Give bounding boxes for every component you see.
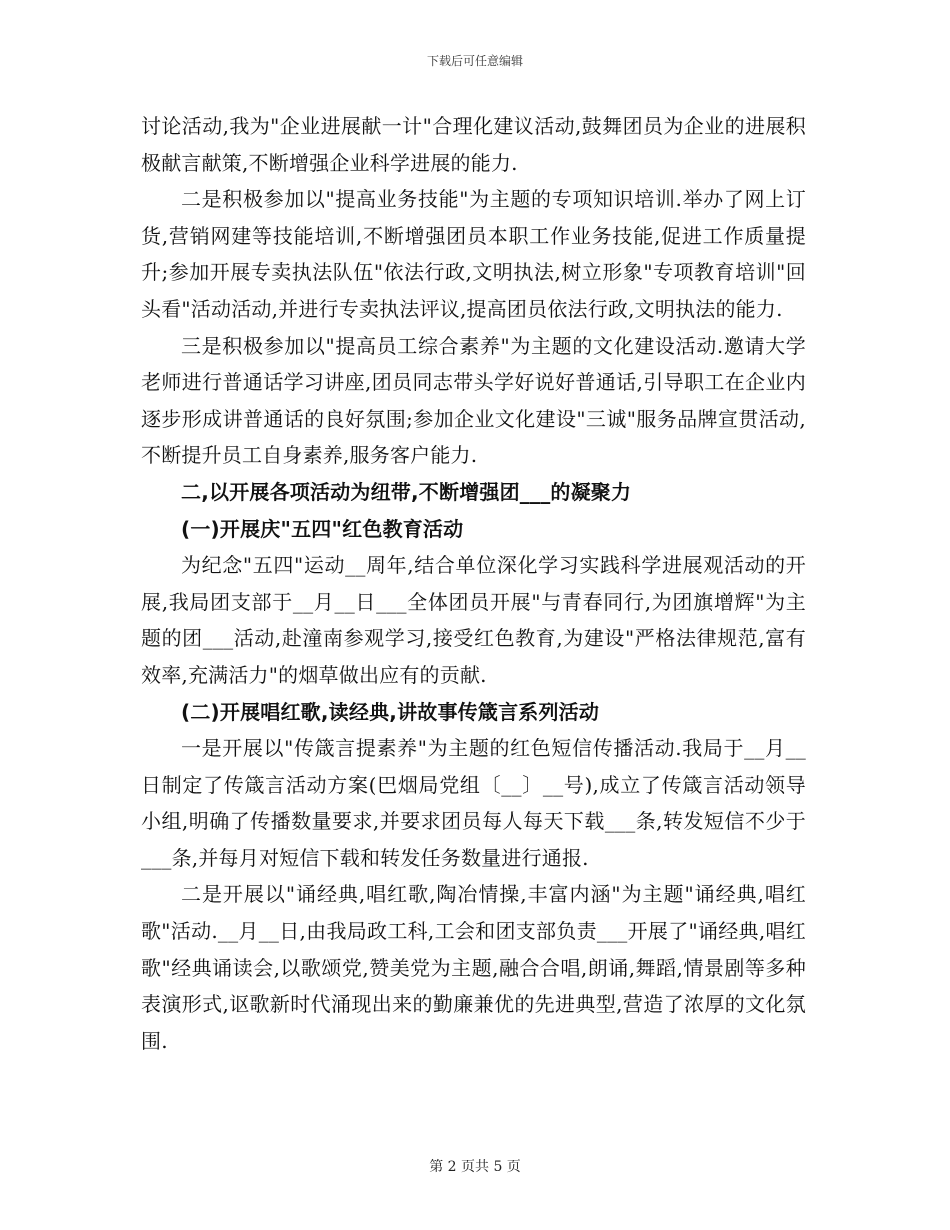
- paragraph-4: 为纪念"五四"运动__周年,结合单位深化学习实践科学进展观活动的开展,我局团支部于__月__日___全体团员开展"与青春同行,为团旗增辉"为主题的团___活动,赴潼南参观学习,接受红色教育,为建设"严格法律规范,富有效率,充满活力"的烟草做出应有的贡献.: [141, 553, 806, 687]
- paragraph-3: 三是积极参加以"提高员工综合素养"为主题的文化建设活动.邀请大学老师进行普通话学习讲座,团员同志带头学好说好普通话,引导职工在企业内逐步形成讲普通话的良好氛围;参加企业文化建设"三诚"服务品牌宣贯活动,不断提升员工自身素养,服务客户能力.: [141, 333, 806, 468]
- subsection-heading-2: (二)开展唱红歌,读经典,讲故事传箴言系列活动: [181, 699, 600, 724]
- page-header: 下载后可任意编辑: [426, 54, 523, 68]
- paragraph-6: 二是开展以"诵经典,唱红歌,陶冶情操,丰富内涵"为主题"诵经典,唱红歌"活动.__月__日,由我局政工科,工会和团支部负责___开展了"诵经典,唱红歌"经典诵读会,以歌颂党,赞美党为主题,融合合唱,朗诵,舞蹈,情景剧等多种表演形式,讴歌新时代涌现出来的勤廉兼优的先进典型,营造了浓厚的文化氛围.: [141, 882, 806, 1053]
- paragraph-2: 二是积极参加以"提高业务技能"为主题的专项知识培训.举办了网上订货,营销网建等技能培训,不断增强团员本职工作业务技能,促进工作质量提升;参加开展专卖执法队伍"依法行政,文明执法,树立形象"专项教育培训"回头看"活动活动,并进行专卖执法评议,提高团员依法行政,文明执法的能力.: [141, 187, 806, 321]
- subsection-heading-1: (一)开展庆"五四"红色教育活动: [181, 516, 464, 541]
- section-heading-2: 二,以开展各项活动为纽带,不断增强团___的凝聚力: [181, 479, 632, 504]
- paragraph-5: 一是开展以"传箴言提素养"为主题的红色短信传播活动.我局于__月__日制定了传箴言活动方案(巴烟局党组〔__〕__号),成立了传箴言活动领导小组,明确了传播数量要求,并要求团员每人每天下载___条,转发短信不少于___条,并每月对短信下载和转发任务数量进行通报.: [141, 736, 806, 870]
- document-body: [141, 108, 806, 1059]
- page-footer: 第 2 页共 5 页: [429, 1159, 521, 1175]
- paragraph-1: 讨论活动,我为"企业进展献一计"合理化建议活动,鼓舞团员为企业的进展积极献言献策,不断增强企业科学进展的能力.: [141, 114, 806, 175]
